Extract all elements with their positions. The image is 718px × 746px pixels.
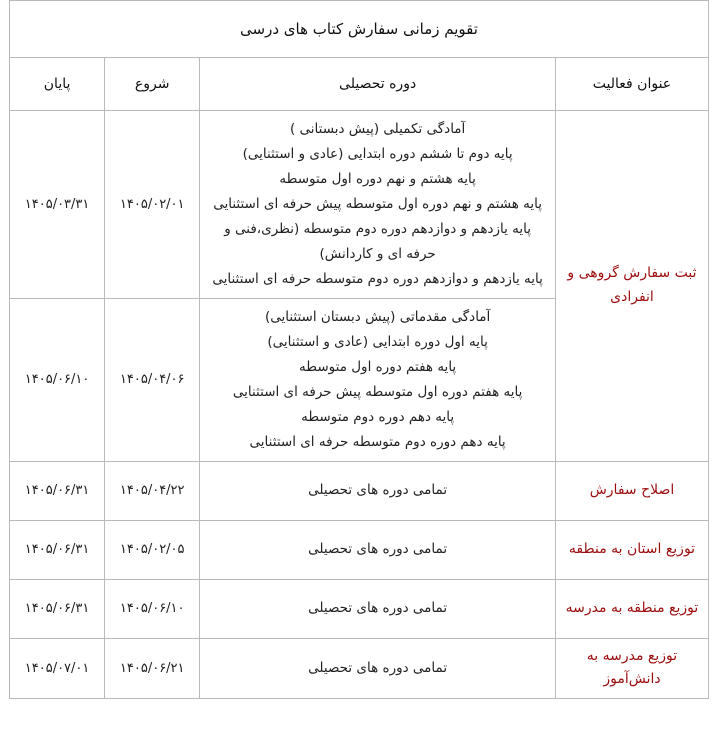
course-line: تمامی دوره های تحصیلی [308,600,448,617]
course-line: پایه یازدهم و دوازدهم دوره دوم متوسطه حرفه ای استثنایی [212,270,543,287]
start-date: ۱۴۰۵/۰۴/۲۲ [105,461,200,520]
course-line: پایه یازدهم و دوازدهم دوره دوم متوسطه (نظری،فنی و حرفه ای و کاردانش) [224,220,532,262]
table-row [10,638,709,699]
column-header-end: پایان [10,58,105,111]
start-date: ۱۴۰۵/۰۶/۲۱ [105,638,200,699]
table-row [10,111,709,299]
table-row [10,579,709,638]
activity-label-province-to-district: توزیع استان به منطقه [555,520,708,579]
course-line: پایه اول دوره ابتدایی (عادی و استثنایی) [267,333,488,350]
course-line: پایه هشتم و نهم دوره اول متوسطه پیش حرفه ای استثنایی [213,195,543,212]
activity-label-order-correction: اصلاح سفارش [555,461,708,520]
start-date: ۱۴۰۵/۰۲/۰۵ [105,520,200,579]
course-line: تمامی دوره های تحصیلی [308,482,448,499]
course-line: تمامی دوره های تحصیلی [308,659,448,676]
table-row [10,520,709,579]
course-line: آمادگی تکمیلی (پیش دبستانی ) [289,121,466,137]
end-date: ۱۴۰۵/۰۶/۳۱ [10,461,105,520]
courses-list [200,298,556,461]
courses-list [200,579,556,638]
end-date: ۱۴۰۵/۰۶/۳۱ [10,520,105,579]
start-date: ۱۴۰۵/۰۶/۱۰ [105,579,200,638]
activity-label-order-registration: ثبت سفارش گروهی و انفرادی [555,111,708,462]
activity-label-district-to-school: توزیع منطقه به مدرسه [555,579,708,638]
courses-list [200,638,556,699]
course-line: پایه هفتم دوره اول متوسطه [299,358,457,375]
column-header-activity: عنوان فعالیت [555,58,708,111]
courses-list [200,520,556,579]
start-date: ۱۴۰۵/۰۲/۰۱ [105,111,200,299]
end-date: ۱۴۰۵/۰۷/۰۱ [10,638,105,699]
table-title-row [10,1,709,58]
table-row [10,461,709,520]
end-date: ۱۴۰۵/۰۳/۳۱ [10,111,105,299]
activity-label-school-to-student: توزیع مدرسه به دانش‌آموز [555,638,708,699]
course-line: پایه هفتم دوره اول متوسطه پیش حرفه ای استثنایی [232,383,523,400]
course-line: پایه دوم تا ششم دوره ابتدایی (عادی و استثنایی) [242,145,513,162]
end-date: ۱۴۰۵/۰۶/۳۱ [10,579,105,638]
courses-list [200,461,556,520]
course-line: آمادگی مقدماتی (پیش دبستان استثنایی) [264,308,491,325]
course-line: پایه دهم دوره دوم متوسطه [301,408,455,425]
table-header-row [10,58,709,111]
course-line: پایه دهم دوره دوم متوسطه حرفه ای استثنایی [249,433,506,450]
start-date: ۱۴۰۵/۰۴/۰۶ [105,298,200,461]
course-line: تمامی دوره های تحصیلی [308,541,448,558]
end-date: ۱۴۰۵/۰۶/۱۰ [10,298,105,461]
course-line: پایه هشتم و نهم دوره اول متوسطه [279,170,476,187]
column-header-start: شروع [105,58,200,111]
courses-list [200,111,556,299]
page-title: تقویم زمانی سفارش کتاب های درسی [10,1,709,58]
book-order-calendar-table [9,0,709,699]
column-header-courses: دوره تحصیلی [200,58,556,111]
